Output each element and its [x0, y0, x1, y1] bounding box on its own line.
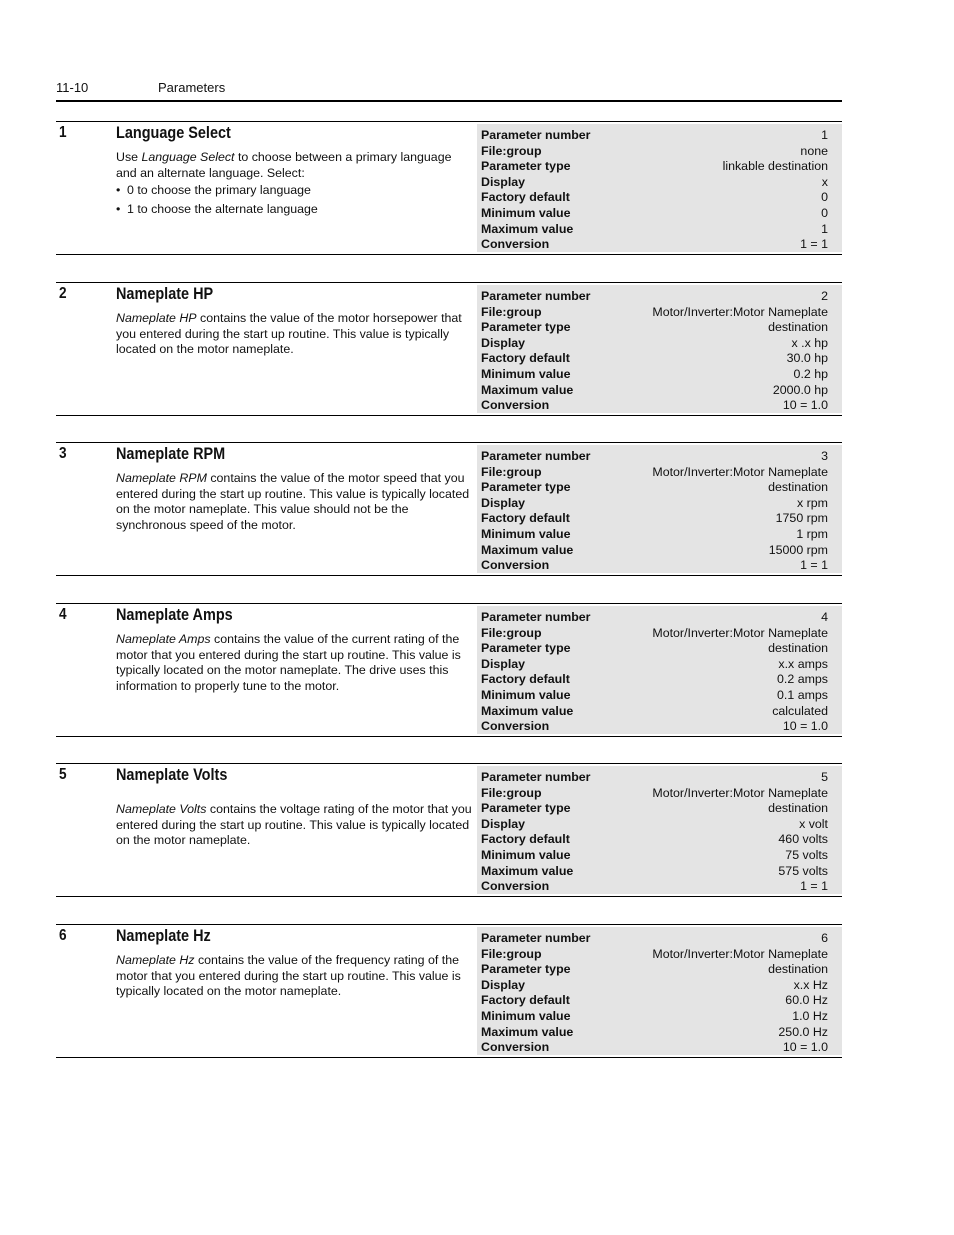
description-parameter-ref: Nameplate Hz [116, 953, 195, 967]
spec-label: Factory default [481, 672, 570, 687]
spec-value: Motor/Inverter:Motor Nameplate [652, 464, 828, 479]
description-text: to choose between a primary language and an alternate language. Select: [116, 150, 452, 180]
page-number: 11-10 [56, 80, 89, 95]
option-item: • 0 to choose the primary language [116, 183, 472, 199]
spec-value: x.x Hz [793, 977, 828, 992]
description-text: contains the voltage rating of the motor that you entered during the start up routine. This value is typically located on the motor nameplate. [116, 802, 472, 848]
spec-row-factory-default [481, 993, 828, 1009]
spec-row-factory-default [481, 351, 828, 367]
spec-row-max-value [481, 1025, 828, 1041]
description-text: contains the value of the motor horsepower that you entered during the start up routine. This value is typically located on the motor nameplate. [116, 311, 462, 357]
spec-label: Minimum value [481, 848, 571, 862]
parameter-name: Nameplate RPM [116, 444, 226, 463]
spec-row-file-group [481, 947, 828, 963]
spec-value: linkable destination [722, 159, 828, 174]
spec-row-min-value [481, 367, 828, 383]
spec-label: Minimum value [481, 1009, 571, 1023]
spec-value: 2000.0 hp [772, 382, 828, 397]
description-text: contains the value of the current rating of the motor that you entered during the start up routine. This value is typically located on the motor nameplate. The drive uses this information to properly tune to the motor. [116, 632, 461, 693]
spec-row-min-value [481, 1009, 828, 1025]
spec-row-param-number [481, 610, 828, 626]
spec-label: Minimum value [481, 688, 571, 702]
spec-row-param-type [481, 801, 828, 817]
spec-label: Parameter type [481, 320, 571, 335]
description-parameter-ref: Language Select [141, 150, 235, 164]
spec-value: Motor/Inverter:Motor Nameplate [652, 625, 828, 640]
spec-value: 1 [821, 221, 828, 236]
description-text: contains the value of the frequency rating of the motor that you entered during the start up routine. This value is typically located on the motor nameplate. [116, 953, 461, 999]
spec-row-conversion [481, 719, 828, 735]
spec-label: Maximum value [481, 703, 574, 718]
spec-label: Parameter number [481, 610, 591, 624]
spec-row-display [481, 175, 828, 191]
parameter-spec-table [477, 606, 842, 734]
spec-value: none [800, 143, 828, 158]
spec-value: 0 [821, 190, 828, 205]
spec-row-factory-default [481, 832, 828, 848]
spec-label: Minimum value [481, 527, 571, 541]
spec-label: Factory default [481, 351, 570, 366]
spec-row-conversion [481, 1040, 828, 1056]
spec-value: 6 [821, 931, 828, 945]
description-parameter-ref: Nameplate RPM [116, 471, 207, 485]
option-list [116, 183, 472, 217]
spec-value: 1 = 1 [800, 879, 828, 894]
spec-row-param-number [481, 128, 828, 144]
spec-label: Display [481, 977, 526, 992]
parameter-number: 2 [59, 285, 67, 302]
spec-row-factory-default [481, 511, 828, 527]
spec-label: Conversion [481, 879, 550, 894]
spec-row-param-type [481, 962, 828, 978]
spec-value: destination [768, 641, 828, 656]
spec-label: Parameter number [481, 770, 591, 784]
parameter-description [116, 802, 472, 849]
spec-row-max-value [481, 543, 828, 559]
spec-row-conversion [481, 879, 828, 895]
description-parameter-ref: Nameplate Volts [116, 802, 207, 816]
parameter-spec-table [477, 124, 842, 252]
spec-value: calculated [772, 703, 828, 718]
spec-row-conversion [481, 237, 828, 253]
spec-value: 10 = 1.0 [782, 398, 828, 413]
spec-row-param-number [481, 449, 828, 465]
parameter-name: Nameplate Volts [116, 765, 228, 784]
spec-row-min-value [481, 527, 828, 543]
spec-label: Display [481, 174, 526, 189]
spec-label: Factory default [481, 511, 570, 526]
spec-label: Conversion [481, 237, 550, 252]
spec-row-file-group [481, 786, 828, 802]
spec-label: Conversion [481, 1040, 550, 1055]
spec-value: x volt [799, 816, 828, 831]
spec-value: 75 volts [785, 848, 828, 862]
spec-label: Factory default [481, 190, 570, 205]
spec-value: 0.1 amps [777, 688, 828, 702]
parameter-block [56, 603, 842, 737]
parameter-name: Nameplate Amps [116, 605, 233, 624]
spec-label: Maximum value [481, 863, 574, 878]
spec-value: 1750 rpm [775, 511, 828, 526]
parameter-name: Nameplate Hz [116, 926, 211, 945]
spec-row-min-value [481, 688, 828, 704]
spec-row-max-value [481, 704, 828, 720]
spec-label: File:group [481, 464, 542, 479]
description-parameter-ref: Nameplate Amps [116, 632, 211, 646]
spec-value: 3 [821, 449, 828, 463]
spec-row-display [481, 817, 828, 833]
parameter-number: 1 [59, 124, 67, 141]
spec-value: 1 = 1 [800, 558, 828, 573]
spec-value: 0.2 amps [777, 672, 828, 687]
spec-label: File:group [481, 785, 542, 800]
parameter-block [56, 121, 842, 255]
spec-label: Minimum value [481, 367, 571, 381]
spec-row-param-number [481, 289, 828, 305]
spec-row-factory-default [481, 190, 828, 206]
spec-label: Parameter type [481, 480, 571, 495]
spec-value: 1 rpm [796, 527, 828, 541]
spec-row-display [481, 978, 828, 994]
parameter-spec-table [477, 285, 842, 413]
spec-value: 250.0 Hz [778, 1024, 828, 1039]
spec-row-param-type [481, 159, 828, 175]
spec-row-param-type [481, 641, 828, 657]
parameter-block [56, 763, 842, 897]
spec-label: Display [481, 656, 526, 671]
parameter-description [116, 311, 472, 358]
parameter-spec-table [477, 445, 842, 573]
spec-label: File:group [481, 625, 542, 640]
spec-label: Display [481, 335, 526, 350]
parameter-description [116, 150, 472, 220]
parameter-block [56, 282, 842, 416]
spec-value: 2 [821, 289, 828, 303]
description-prefix: Use [116, 150, 142, 164]
spec-label: Maximum value [481, 542, 574, 557]
parameter-name: Nameplate HP [116, 284, 214, 303]
spec-label: Display [481, 495, 526, 510]
spec-value: 1 = 1 [800, 237, 828, 252]
spec-row-file-group [481, 144, 828, 160]
spec-row-param-number [481, 931, 828, 947]
spec-row-param-type [481, 480, 828, 496]
parameter-block [56, 442, 842, 576]
spec-label: Parameter type [481, 641, 571, 656]
spec-row-min-value [481, 206, 828, 222]
spec-label: Maximum value [481, 382, 574, 397]
parameter-number: 5 [59, 766, 67, 783]
spec-row-param-type [481, 320, 828, 336]
spec-label: Parameter number [481, 128, 591, 142]
spec-row-conversion [481, 398, 828, 414]
spec-row-file-group [481, 626, 828, 642]
spec-label: Parameter number [481, 931, 591, 945]
spec-label: Display [481, 816, 526, 831]
description-parameter-ref: Nameplate HP [116, 311, 197, 325]
spec-label: Parameter number [481, 449, 591, 463]
parameter-number: 4 [59, 606, 67, 623]
spec-value: 0 [821, 206, 828, 220]
spec-value: destination [768, 962, 828, 977]
spec-value: x rpm [797, 495, 828, 510]
spec-row-max-value [481, 222, 828, 238]
page-header [56, 80, 842, 102]
spec-row-param-number [481, 770, 828, 786]
spec-label: Factory default [481, 993, 570, 1008]
spec-row-max-value [481, 383, 828, 399]
spec-row-file-group [481, 305, 828, 321]
spec-value: 60.0 Hz [785, 993, 828, 1008]
spec-row-min-value [481, 848, 828, 864]
spec-value: destination [768, 320, 828, 335]
spec-label: Parameter type [481, 801, 571, 816]
spec-value: 10 = 1.0 [782, 1040, 828, 1055]
parameter-name: Language Select [116, 123, 231, 142]
spec-value: 1.0 Hz [792, 1009, 828, 1023]
spec-row-display [481, 657, 828, 673]
spec-label: Conversion [481, 558, 550, 573]
spec-value: 15000 rpm [768, 542, 828, 557]
spec-row-display [481, 496, 828, 512]
parameter-block [56, 924, 842, 1058]
description-text: contains the value of the motor speed that you entered during the start up routine. This value is typically located on the motor nameplate. This value should not be the synchronous speed of the motor. [116, 471, 470, 532]
spec-label: Conversion [481, 398, 550, 413]
parameter-number: 6 [59, 927, 67, 944]
spec-label: Parameter type [481, 159, 571, 174]
spec-value: x.x amps [778, 656, 828, 671]
spec-label: Minimum value [481, 206, 571, 220]
parameter-spec-table [477, 766, 842, 894]
spec-value: 460 volts [778, 832, 828, 847]
spec-value: destination [768, 801, 828, 816]
spec-label: Maximum value [481, 1024, 574, 1039]
spec-row-conversion [481, 558, 828, 574]
spec-value: 5 [821, 770, 828, 784]
spec-value: 575 volts [778, 863, 828, 878]
spec-value: x .x hp [791, 335, 828, 350]
spec-label: Parameter type [481, 962, 571, 977]
section-title: Parameters [158, 80, 226, 95]
spec-label: File:group [481, 143, 542, 158]
spec-value: x [821, 174, 828, 189]
spec-value: 4 [821, 610, 828, 624]
spec-value: Motor/Inverter:Motor Nameplate [652, 785, 828, 800]
spec-value: 0.2 hp [793, 367, 828, 381]
spec-row-file-group [481, 465, 828, 481]
parameter-description [116, 953, 472, 1000]
spec-value: Motor/Inverter:Motor Nameplate [652, 304, 828, 319]
spec-value: 1 [821, 128, 828, 142]
spec-label: Parameter number [481, 289, 591, 303]
option-item: • 1 to choose the alternate language [116, 202, 472, 218]
spec-value: destination [768, 480, 828, 495]
spec-value: Motor/Inverter:Motor Nameplate [652, 946, 828, 961]
spec-label: File:group [481, 946, 542, 961]
spec-value: 10 = 1.0 [782, 719, 828, 734]
spec-label: Conversion [481, 719, 550, 734]
parameter-description [116, 632, 472, 694]
parameter-spec-table [477, 927, 842, 1055]
spec-row-factory-default [481, 672, 828, 688]
parameter-description [116, 471, 472, 533]
spec-row-max-value [481, 864, 828, 880]
parameter-number: 3 [59, 445, 67, 462]
spec-value: 30.0 hp [786, 351, 828, 366]
spec-label: Factory default [481, 832, 570, 847]
spec-label: File:group [481, 304, 542, 319]
spec-row-display [481, 336, 828, 352]
spec-label: Maximum value [481, 221, 574, 236]
